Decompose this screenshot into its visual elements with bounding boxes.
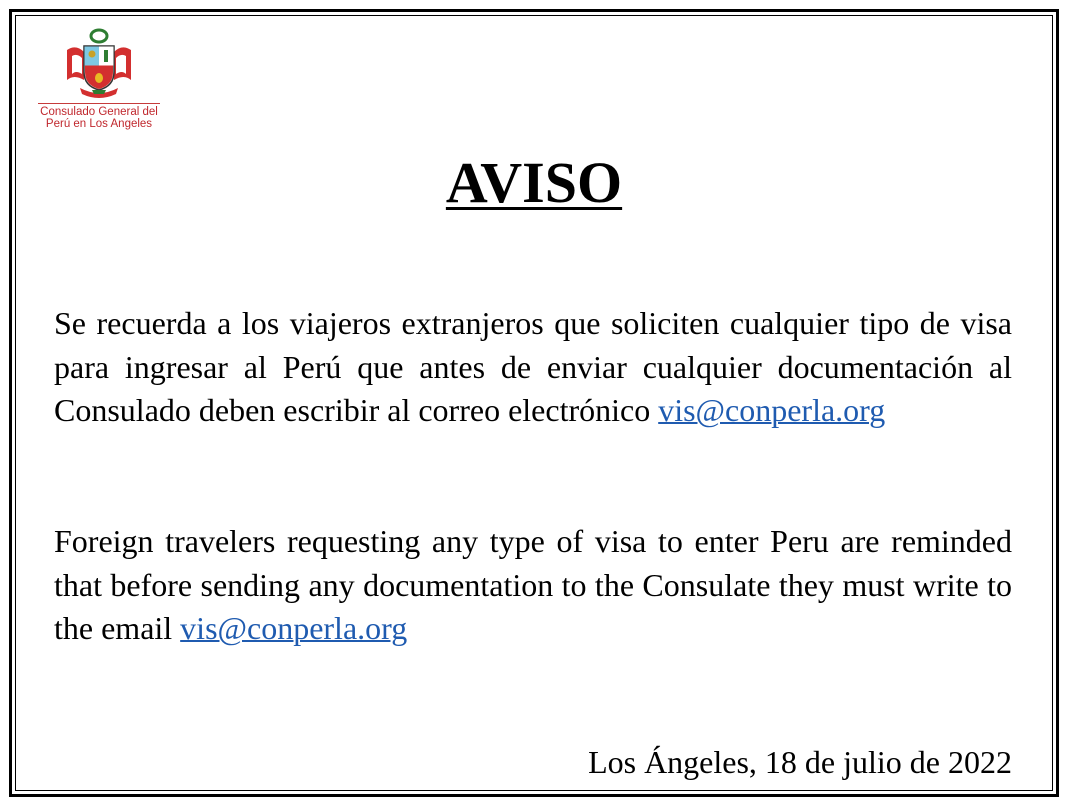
date-line: Los Ángeles, 18 de julio de 2022 [588,744,1012,780]
english-email-link[interactable]: vis@conperla.org [180,610,408,646]
spanish-email-link[interactable]: vis@conperla.org [658,392,886,428]
consulate-name [24,106,174,130]
logo-divider [38,103,160,104]
notice-title: AVISO [445,150,623,215]
spanish-text: Se recuerda a los viajeros extranjeros que soliciten cualquier tipo de visa para ingresar al Perú que antes de enviar cualquier documentación al Consulado deben escribir al correo electrónico [54,305,1012,428]
english-text: Foreign travelers requesting any type of visa to enter Peru are reminded that before sending any documentation to the Consulate they must write to the email [54,523,1012,646]
consulate-logo [24,28,174,130]
consulate-name-line2: Perú en Los Angeles [45,118,153,130]
spanish-paragraph [54,302,1012,433]
peru-coat-of-arms-icon [62,28,136,100]
consulate-name-line1: Consulado General del [40,106,158,118]
english-paragraph [54,520,1012,651]
